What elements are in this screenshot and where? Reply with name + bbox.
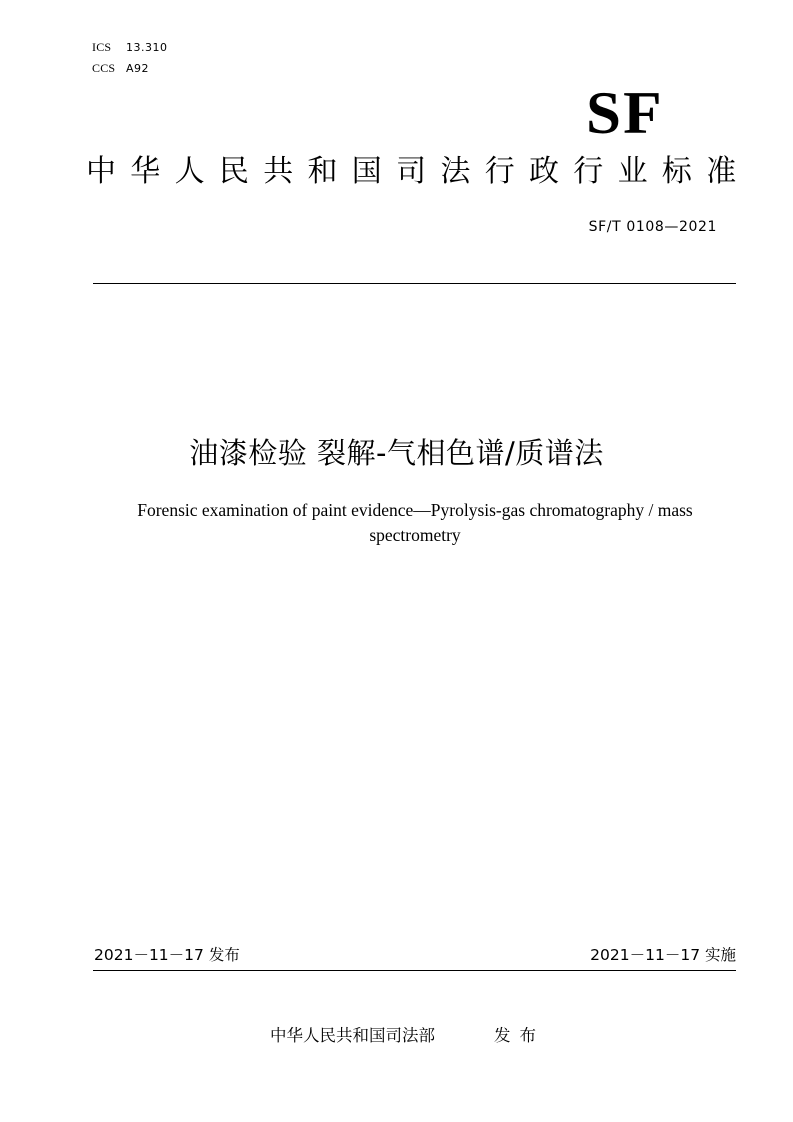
ccs-label: CCS bbox=[92, 61, 116, 75]
ccs-value: A92 bbox=[126, 62, 150, 75]
ics-value: 13.310 bbox=[126, 41, 168, 54]
sf-logo: SF bbox=[586, 80, 664, 146]
footer-divider bbox=[93, 970, 736, 971]
ics-label: ICS bbox=[92, 40, 112, 54]
implement-date: 2021－11－17 实施 bbox=[590, 946, 736, 964]
standard-number: SF/T 0108—2021 bbox=[588, 219, 717, 235]
issue-label: 发布 bbox=[494, 1026, 545, 1045]
publish-date: 2021－11－17 发布 bbox=[94, 946, 240, 964]
document-title-cn: 油漆检验 裂解-气相色谱/质谱法 bbox=[189, 436, 604, 470]
header-divider bbox=[93, 283, 736, 284]
standard-type-heading: 中华人民共和国司法行政行业标准 bbox=[86, 154, 751, 189]
document-title-en: Forensic examination of paint evidence—Pyrolysis-gas chromatography / mass spectrometry bbox=[137, 500, 693, 545]
issuer-name: 中华人民共和国司法部 bbox=[270, 1026, 435, 1045]
